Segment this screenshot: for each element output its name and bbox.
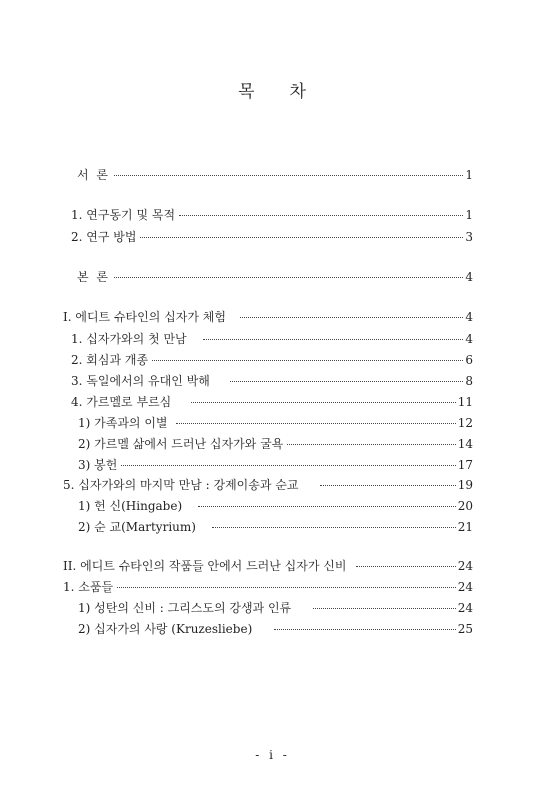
toc-entry[interactable] <box>63 579 473 595</box>
dot-leader <box>198 506 456 507</box>
toc-entry-chapter[interactable] <box>63 558 473 574</box>
toc-label: 1) 성탄의 신비 : 그리스도의 강생과 인류 <box>78 601 292 615</box>
toc-page-number: 24 <box>457 580 473 594</box>
toc-page-number: 4 <box>465 270 473 284</box>
toc-page-number: 25 <box>457 622 473 636</box>
toc-page-number: 3 <box>465 230 473 244</box>
toc-label: 2. 회심과 개종 <box>71 353 149 367</box>
dot-leader <box>274 629 455 630</box>
toc-label: 1. 십자가와의 첫 만남 <box>71 332 187 346</box>
toc-label: 1. 소품들 <box>63 580 114 594</box>
toc-label: 1. 연구동기 및 목적 <box>71 208 176 222</box>
dot-leader <box>114 277 463 278</box>
toc-label: 5. 십자가와의 마지막 만남 : 강제이송과 순교 <box>63 478 299 492</box>
dot-leader <box>191 402 455 403</box>
toc-label: 2) 십자가의 사랑 (Kruzesliebe) <box>78 622 253 636</box>
toc-entry-chapter[interactable] <box>63 309 473 325</box>
toc-entry-sub[interactable] <box>78 415 473 431</box>
toc-entry[interactable] <box>63 477 473 493</box>
toc-page-number: 8 <box>465 374 473 388</box>
toc-entry-body[interactable] <box>77 269 473 285</box>
toc-entry[interactable] <box>71 331 473 347</box>
toc-page-number: 12 <box>457 416 473 430</box>
dot-leader <box>152 360 463 361</box>
toc-entry-sub[interactable] <box>78 498 473 514</box>
toc-entry[interactable] <box>71 229 473 245</box>
toc-page-number: 4 <box>465 332 473 346</box>
toc-label: 1) 헌 신(Hingabe) <box>78 499 183 513</box>
toc-label: 3. 독일에서의 유대인 박해 <box>71 374 210 388</box>
toc-page-number: 19 <box>457 478 473 492</box>
toc-page-number: 17 <box>457 458 473 472</box>
dot-leader <box>212 527 456 528</box>
toc-entry-sub[interactable] <box>78 600 473 616</box>
dot-leader <box>287 444 455 445</box>
toc-label: I. 에디트 슈타인의 십자가 체험 <box>63 310 226 324</box>
toc-entry[interactable] <box>71 207 473 223</box>
toc-entry[interactable] <box>71 394 473 410</box>
dot-leader <box>313 608 456 609</box>
dot-leader <box>176 423 456 424</box>
toc-label: 3) 봉헌 <box>78 458 118 472</box>
toc-label: 4. 가르멜로 부르심 <box>71 395 172 409</box>
dot-leader <box>121 465 455 466</box>
toc-page-number: 21 <box>457 520 473 534</box>
dot-leader <box>240 317 463 318</box>
toc-entry[interactable] <box>71 373 473 389</box>
toc-page-number: 24 <box>457 559 473 573</box>
dot-leader <box>203 339 464 340</box>
toc-entry-sub[interactable] <box>78 457 473 473</box>
dot-leader <box>356 566 455 567</box>
toc-page-number: 1 <box>465 168 473 182</box>
page-number-footer: - i - <box>255 748 290 762</box>
dot-leader <box>117 587 456 588</box>
dot-leader <box>230 381 464 382</box>
toc-label: 2. 연구 방법 <box>71 230 137 244</box>
toc-page-number: 6 <box>465 353 473 367</box>
toc-entry[interactable] <box>71 352 473 368</box>
toc-label: 본 론 <box>77 270 110 284</box>
toc-page-number: 4 <box>465 310 473 324</box>
dot-leader <box>179 215 463 216</box>
toc-label: 2) 가르멜 삶에서 드러난 십자가와 굴욕 <box>78 437 284 451</box>
toc-page-number: 11 <box>457 395 473 409</box>
toc-entry-sub[interactable] <box>78 436 473 452</box>
dot-leader <box>140 237 463 238</box>
toc-label: 1) 가족과의 이별 <box>78 416 168 430</box>
dot-leader <box>114 175 463 176</box>
toc-label: 2) 순 교(Martyrium) <box>78 520 196 534</box>
dot-leader <box>320 485 455 486</box>
toc-page-number: 24 <box>457 601 473 615</box>
title-char-1: 목 <box>238 82 256 102</box>
toc-entry-intro[interactable] <box>77 167 473 183</box>
title-char-2: 차 <box>289 82 307 102</box>
toc-page-number: 20 <box>457 499 473 513</box>
toc-label: 서 론 <box>77 168 110 182</box>
toc-entry-sub[interactable] <box>78 519 473 535</box>
toc-page-number: 1 <box>465 208 473 222</box>
toc-page-number: 14 <box>457 437 473 451</box>
toc-entry-sub[interactable] <box>78 621 473 637</box>
toc-label: II. 에디트 슈타인의 작품들 안에서 드러난 십자가 신비 <box>63 559 347 573</box>
